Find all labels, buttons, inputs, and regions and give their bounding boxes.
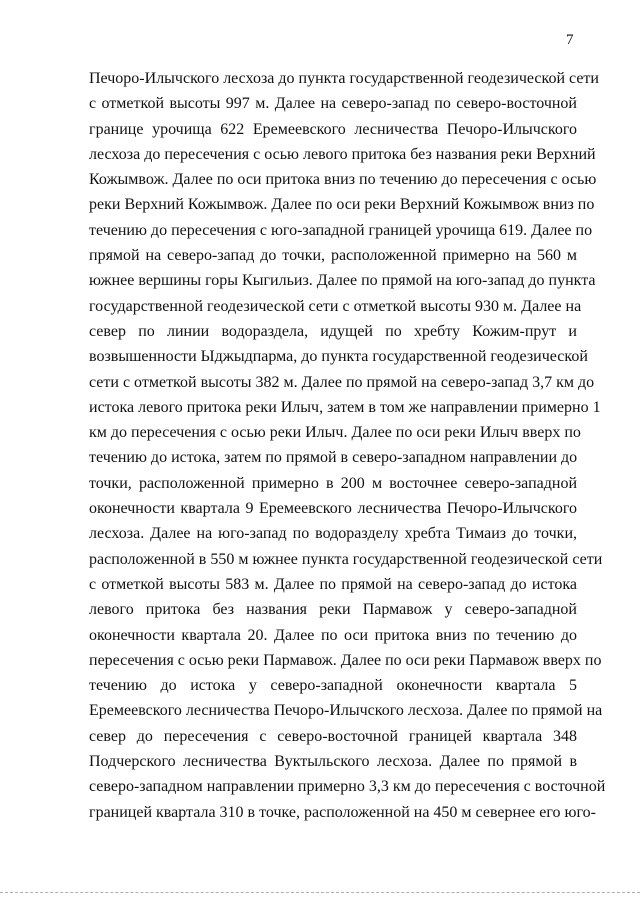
text-line: южнее вершины горы Кыгильиз. Далее по прямой на юго-запад до пункта <box>89 272 596 290</box>
text-line: течению до истока у северо-западной оконечности квартала 5 <box>89 677 577 695</box>
page-number: 7 <box>566 32 574 48</box>
text-line: Еремеевского лесничества Печоро-Илычского лесхоза. Далее по прямой на <box>89 702 603 720</box>
text-line: левого притока без названия реки Пармавож у северо-западной <box>89 601 577 619</box>
text-line: северо-западном направлении примерно 3,3 км до пересечения с восточной <box>89 778 606 796</box>
text-line: реки Верхний Кожымвож. Далее по оси реки Верхний Кожымвож вниз по <box>89 196 595 214</box>
text-line: расположенной в 550 м южнее пункта государственной геодезической сети <box>89 550 603 568</box>
text-line: север до пересечения с северо-восточной границей квартала 348 <box>89 727 577 745</box>
text-line: север по линии водораздела, идущей по хребту Кожим-прут и <box>89 322 577 340</box>
text-line: с отметкой высоты 997 м. Далее на северо-запад по северо-восточной <box>89 95 577 113</box>
text-line: истока левого притока реки Илыч, затем в том же направлении примерно 1 <box>89 398 601 416</box>
text-line: км до пересечения с осью реки Илыч. Далее по оси реки Илыч вверх по <box>89 424 581 442</box>
text-line: течению до истока, затем по прямой в северо-западном направлении до <box>89 449 578 467</box>
text-line: Печоро-Илычского лесхоза до пункта государственной геодезической сети <box>89 70 599 87</box>
text-line: Подчерского лесничества Вуктыльского лесхоза. Далее по прямой в <box>89 753 577 771</box>
text-line: сети с отметкой высоты 382 м. Далее по прямой на северо-запад 3,7 км до <box>89 373 595 391</box>
text-line: государственной геодезической сети с отметкой высоты 930 м. Далее на <box>89 297 582 315</box>
text-line: течению до пересечения с юго-западной границей урочища 619. Далее по <box>89 221 593 239</box>
text-line: прямой на северо-запад до точки, расположенной примерно на 560 м <box>89 247 577 265</box>
footer-divider <box>0 892 640 893</box>
text-line: оконечности квартала 20. Далее по оси притока вниз по течению до <box>89 626 577 644</box>
text-line: Кожымвож. Далее по оси притока вниз по течению до пересечения с осью <box>89 171 597 189</box>
text-line: оконечности квартала 9 Еремеевского лесничества Печоро-Илычского <box>89 500 577 518</box>
text-line: границе урочища 622 Еремеевского лесничества Печоро-Илычского <box>89 120 577 138</box>
text-line: лесхоза до пересечения с осью левого притока без названия реки Верхний <box>89 145 596 163</box>
body-text <box>89 66 606 825</box>
text-line: возвышенности Ыджыдпарма, до пункта государственной геодезической <box>89 348 588 366</box>
text-line: точки, расположенной примерно в 200 м восточнее северо-западной <box>89 474 577 492</box>
text-line: лесхоза. Далее на юго-запад по водоразделу хребта Тимаиз до точки, <box>89 525 577 543</box>
text-line: границей квартала 310 в точке, расположенной на 450 м севернее его юго- <box>89 803 596 821</box>
text-line: пересечения с осью реки Пармавож. Далее по оси реки Пармавож вверх по <box>89 651 602 669</box>
text-line: с отметкой высоты 583 м. Далее по прямой на северо-запад до истока <box>89 575 577 593</box>
